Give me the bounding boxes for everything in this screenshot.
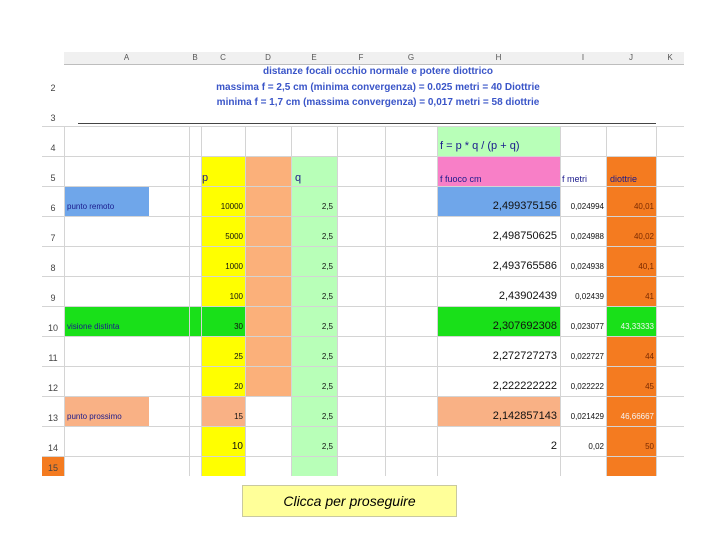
f-cm-value: 2,272727273 [492, 350, 557, 362]
grid-horizontal-line [42, 336, 684, 337]
column-header-k[interactable]: K [656, 52, 684, 65]
f-cm-value: 2,498750625 [492, 230, 557, 242]
diottrie-value: 45 [645, 382, 654, 391]
title-line-1: distanze focali occhio normale e potere diottrico [262, 66, 494, 77]
f-m-value: 0,024988 [570, 232, 604, 241]
p-value: 10 [231, 441, 243, 452]
grid-vertical-line [560, 126, 561, 476]
row-header-3[interactable]: 3 [50, 113, 56, 123]
row-header-15[interactable]: 15 [47, 463, 58, 473]
column-header-j[interactable]: J [606, 52, 657, 65]
grid-horizontal-line [42, 396, 684, 397]
f-cm-value: 2,142857143 [492, 410, 557, 422]
grid-horizontal-line [42, 126, 684, 127]
row-label: visione distinta [67, 322, 120, 331]
row-header-10[interactable]: 10 [47, 323, 58, 333]
f-cm-value: 2,493765586 [492, 260, 557, 272]
title-line-3: minima f = 1,7 cm (massima convergenza) = 0,017 metri = 58 diottrie [216, 97, 540, 108]
row-label: punto remoto [67, 202, 115, 211]
column-header-b[interactable]: B [189, 52, 202, 65]
row-header-9[interactable]: 9 [50, 293, 56, 303]
formula-text: f = p * q / (p + q) [440, 140, 520, 152]
diottrie-header: diottrie [610, 174, 638, 184]
grid-vertical-line [201, 126, 202, 476]
column-header-c[interactable]: C [201, 52, 246, 65]
grid-horizontal-line [42, 186, 684, 187]
grid-horizontal-line [42, 426, 684, 427]
grid-horizontal-line [42, 276, 684, 277]
row-label: punto prossimo [67, 412, 122, 421]
diottrie-value: 50 [645, 442, 654, 451]
diottrie-value: 46,66667 [620, 412, 654, 421]
row-header-8[interactable]: 8 [50, 263, 56, 273]
q-value: 2,5 [321, 202, 333, 211]
diottrie-value: 41 [645, 292, 654, 301]
column-header-i[interactable]: I [560, 52, 607, 65]
grid-vertical-line [656, 126, 657, 476]
f-m-value: 0,02 [588, 442, 604, 451]
q-value: 2,5 [321, 412, 333, 421]
q-header: q [295, 172, 302, 184]
diottrie-value: 40,01 [633, 202, 654, 211]
gridlines [42, 52, 684, 476]
title-line-2: massima f = 2,5 cm (minima convergenza) = 0.025 metri = 40 Diottrie [216, 82, 540, 93]
diottrie-value: 44 [645, 352, 654, 361]
q-value: 2,5 [321, 382, 333, 391]
p-value: 20 [234, 382, 243, 391]
f-m-value: 0,023077 [570, 322, 604, 331]
f-m-value: 0,024938 [570, 262, 604, 271]
grid-vertical-line [437, 126, 438, 476]
grid-horizontal-line [42, 216, 684, 217]
row-header-5[interactable]: 5 [50, 173, 56, 183]
column-header-d[interactable]: D [245, 52, 292, 65]
row-header-13[interactable]: 13 [47, 413, 58, 423]
grid-vertical-line [606, 126, 607, 476]
diottrie-value: 43,33333 [620, 322, 654, 331]
f-cm-header: f fuoco cm [440, 174, 482, 184]
p-value: 5000 [225, 232, 243, 241]
column-header-h[interactable]: H [437, 52, 561, 65]
row-header-2[interactable]: 2 [50, 83, 56, 93]
grid-vertical-line [291, 126, 292, 476]
f-m-value: 0,022222 [570, 382, 604, 391]
grid-vertical-line [337, 126, 338, 476]
grid-horizontal-line [42, 456, 684, 457]
f-m-value: 0,024994 [570, 202, 604, 211]
p-value: 15 [234, 412, 243, 421]
p-value: 30 [234, 322, 243, 331]
f-cm-value: 2,222222222 [492, 380, 557, 392]
row-header-12[interactable]: 12 [47, 383, 58, 393]
q-value: 2,5 [321, 352, 333, 361]
p-header: p [202, 172, 209, 184]
diottrie-value: 40,02 [633, 232, 654, 241]
f-m-value: 0,021429 [570, 412, 604, 421]
grid-horizontal-line [42, 366, 684, 367]
q-value: 2,5 [321, 442, 333, 451]
proceed-button[interactable]: Clicca per proseguire [242, 485, 457, 517]
q-value: 2,5 [321, 292, 333, 301]
column-header-f[interactable]: F [337, 52, 386, 65]
column-header-a[interactable]: A [64, 52, 190, 65]
grid-horizontal-line [42, 306, 684, 307]
row-header-4[interactable]: 4 [50, 143, 56, 153]
column-header-g[interactable]: G [385, 52, 438, 65]
f-cm-value: 2,43902439 [498, 290, 557, 302]
diottrie-value: 40,1 [638, 262, 654, 271]
column-header-e[interactable]: E [291, 52, 338, 65]
f-m-header: f metri [562, 174, 588, 184]
row-header-7[interactable]: 7 [50, 233, 56, 243]
f-cm-value: 2,499375156 [492, 200, 557, 212]
f-m-value: 0,02439 [575, 292, 604, 301]
grid-horizontal-line [42, 156, 684, 157]
spreadsheet-area [42, 52, 684, 476]
grid-vertical-line [64, 126, 65, 476]
p-value: 10000 [220, 202, 243, 211]
p-value: 100 [229, 292, 243, 301]
f-m-value: 0,022727 [570, 352, 604, 361]
grid-vertical-line [245, 126, 246, 476]
grid-vertical-line [385, 126, 386, 476]
p-value: 25 [234, 352, 243, 361]
q-value: 2,5 [321, 232, 333, 241]
q-value: 2,5 [321, 322, 333, 331]
f-cm-value: 2,307692308 [492, 320, 557, 332]
f-cm-value: 2 [550, 440, 557, 452]
row-header-14[interactable]: 14 [47, 443, 58, 453]
p-value: 1000 [225, 262, 243, 271]
grid-horizontal-line [42, 246, 684, 247]
grid-vertical-line [189, 126, 190, 476]
row-header-6[interactable]: 6 [50, 203, 56, 213]
row-header-11[interactable]: 11 [48, 353, 58, 363]
q-value: 2,5 [321, 262, 333, 271]
